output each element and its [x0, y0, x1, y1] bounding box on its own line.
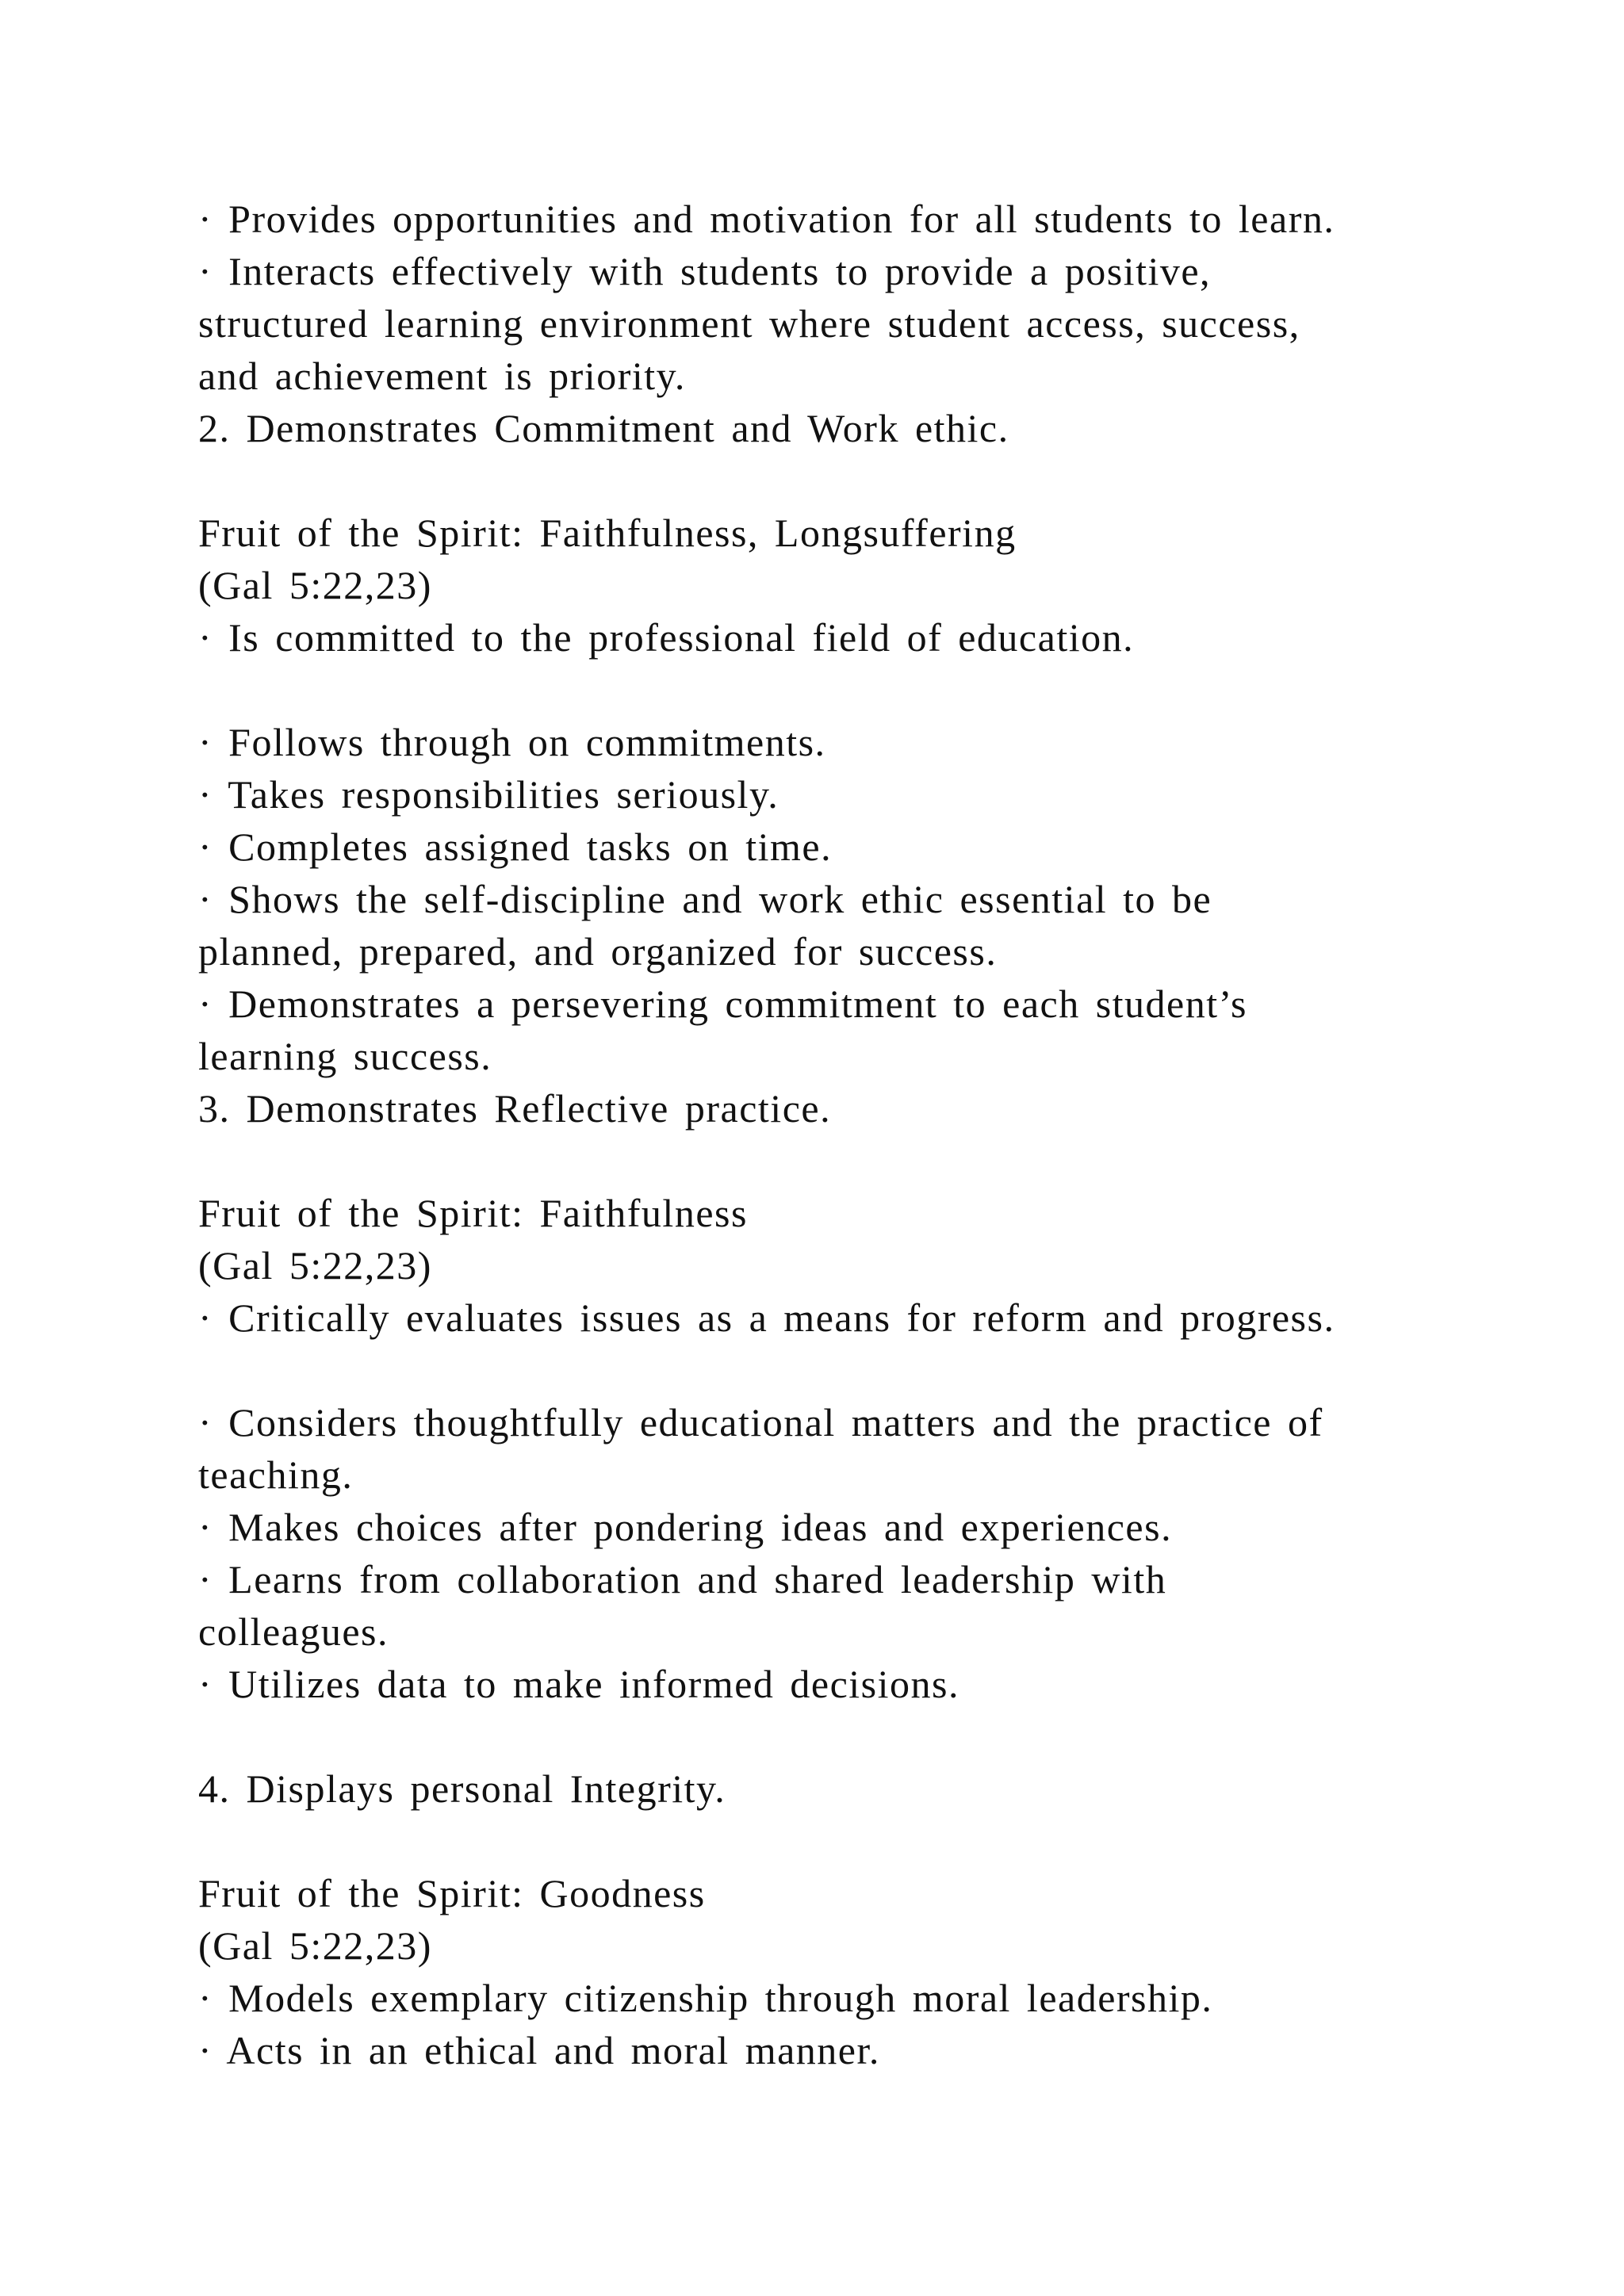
blank-line	[198, 1710, 1507, 1762]
blank-line	[198, 1344, 1507, 1396]
blank-line	[198, 1135, 1507, 1187]
text-line: · Critically evaluates issues as a means for reform and progress.	[198, 1295, 1335, 1340]
text-line: (Gal 5:22,23)	[198, 1923, 432, 1968]
text-line: · Considers thoughtfully educational matters and the practice of	[198, 1400, 1323, 1445]
text-line: · Makes choices after pondering ideas and experiences.	[198, 1505, 1173, 1549]
text-line: · Models exemplary citizenship through moral leadership.	[198, 1976, 1213, 2020]
text-line: structured learning environment where student access, success,	[198, 301, 1300, 346]
text-line: (Gal 5:22,23)	[198, 563, 432, 607]
text-line: Fruit of the Spirit: Faithfulness, Longsuffering	[198, 511, 1017, 555]
text-line: · Interacts effectively with students to provide a positive,	[198, 249, 1212, 293]
text-line: 3. Demonstrates Reflective practice.	[198, 1086, 832, 1131]
text-line: 4. Displays personal Integrity.	[198, 1766, 726, 1811]
text-line: planned, prepared, and organized for success.	[198, 929, 998, 974]
blank-line	[198, 454, 1507, 507]
text-line: · Provides opportunities and motivation for all students to learn.	[198, 197, 1335, 241]
text-line: teaching.	[198, 1452, 354, 1497]
text-line: and achievement is priority.	[198, 354, 686, 398]
text-line: · Follows through on commitments.	[198, 720, 826, 764]
text-line: · Utilizes data to make informed decisions.	[198, 1662, 959, 1706]
text-line: · Takes responsibilities seriously.	[198, 772, 779, 817]
text-line: Fruit of the Spirit: Goodness	[198, 1871, 706, 1915]
text-line: · Learns from collaboration and shared leadership with	[198, 1557, 1167, 1601]
text-line: Fruit of the Spirit: Faithfulness	[198, 1191, 748, 1235]
text-line: · Demonstrates a persevering commitment to each student’s	[198, 982, 1247, 1026]
text-line: learning success.	[198, 1034, 492, 1078]
blank-line	[198, 664, 1507, 716]
text-line: · Acts in an ethical and moral manner.	[198, 2028, 880, 2072]
text-line: colleagues.	[198, 1609, 389, 1654]
text-line: · Is committed to the professional field of education.	[198, 615, 1135, 660]
text-line: · Shows the self-discipline and work ethic essential to be	[198, 877, 1212, 921]
blank-line	[198, 1815, 1507, 1867]
document-body	[198, 193, 1507, 2076]
text-line: · Completes assigned tasks on time.	[198, 825, 833, 869]
text-line: 2. Demonstrates Commitment and Work ethic.	[198, 406, 1009, 450]
text-line: (Gal 5:22,23)	[198, 1243, 432, 1288]
